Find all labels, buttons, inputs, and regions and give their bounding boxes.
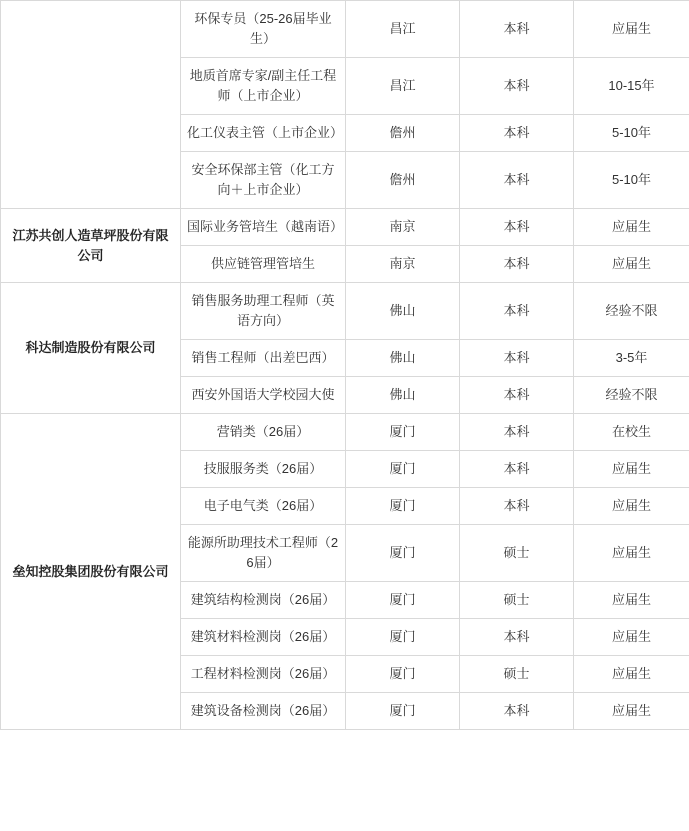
- experience-requirement-cell: 经验不限: [574, 283, 689, 340]
- experience-requirement-cell: 5-10年: [574, 115, 689, 152]
- position-name-cell[interactable]: 安全环保部主管（化工方向＋上市企业）: [181, 152, 346, 209]
- position-name-cell[interactable]: 工程材料检测岗（26届）: [181, 656, 346, 693]
- company-name-cell: 江苏共创人造草坪股份有限公司: [1, 209, 181, 283]
- degree-requirement-cell: 本科: [460, 693, 574, 730]
- position-name-cell[interactable]: 地质首席专家/副主任工程师（上市企业）: [181, 58, 346, 115]
- position-name-cell[interactable]: 建筑结构检测岗（26届）: [181, 582, 346, 619]
- job-table-body: [1, 1, 689, 730]
- experience-requirement-cell: 在校生: [574, 414, 689, 451]
- position-name-cell[interactable]: 国际业务管培生（越南语）: [181, 209, 346, 246]
- work-city-cell: 儋州: [346, 115, 460, 152]
- position-name-cell[interactable]: 销售服务助理工程师（英语方向）: [181, 283, 346, 340]
- table-row: [1, 283, 689, 340]
- table-row: [1, 414, 689, 451]
- position-name-cell[interactable]: 能源所助理技术工程师（26届）: [181, 525, 346, 582]
- degree-requirement-cell: 本科: [460, 414, 574, 451]
- degree-requirement-cell: 本科: [460, 619, 574, 656]
- work-city-cell: 儋州: [346, 152, 460, 209]
- experience-requirement-cell: 应届生: [574, 656, 689, 693]
- work-city-cell: 佛山: [346, 283, 460, 340]
- experience-requirement-cell: 应届生: [574, 451, 689, 488]
- degree-requirement-cell: 本科: [460, 1, 574, 58]
- experience-requirement-cell: 应届生: [574, 525, 689, 582]
- experience-requirement-cell: 应届生: [574, 582, 689, 619]
- degree-requirement-cell: 本科: [460, 152, 574, 209]
- experience-requirement-cell: 5-10年: [574, 152, 689, 209]
- work-city-cell: 厦门: [346, 451, 460, 488]
- position-name-cell[interactable]: 西安外国语大学校园大使: [181, 377, 346, 414]
- work-city-cell: 厦门: [346, 525, 460, 582]
- position-name-cell[interactable]: 营销类（26届）: [181, 414, 346, 451]
- work-city-cell: 南京: [346, 209, 460, 246]
- degree-requirement-cell: 本科: [460, 488, 574, 525]
- work-city-cell: 厦门: [346, 582, 460, 619]
- degree-requirement-cell: 硕士: [460, 525, 574, 582]
- work-city-cell: 厦门: [346, 414, 460, 451]
- work-city-cell: 厦门: [346, 488, 460, 525]
- position-name-cell[interactable]: 建筑材料检测岗（26届）: [181, 619, 346, 656]
- position-name-cell[interactable]: 技服服务类（26届）: [181, 451, 346, 488]
- company-name-cell: 垒知控股集团股份有限公司: [1, 414, 181, 730]
- company-name-cell: 科达制造股份有限公司: [1, 283, 181, 414]
- work-city-cell: 厦门: [346, 619, 460, 656]
- work-city-cell: 南京: [346, 246, 460, 283]
- table-row: [1, 1, 689, 58]
- degree-requirement-cell: 本科: [460, 246, 574, 283]
- degree-requirement-cell: 硕士: [460, 582, 574, 619]
- degree-requirement-cell: 本科: [460, 451, 574, 488]
- position-name-cell[interactable]: 销售工程师（出差巴西）: [181, 340, 346, 377]
- experience-requirement-cell: 3-5年: [574, 340, 689, 377]
- experience-requirement-cell: 应届生: [574, 488, 689, 525]
- experience-requirement-cell: 应届生: [574, 1, 689, 58]
- position-name-cell[interactable]: 环保专员（25-26届毕业生）: [181, 1, 346, 58]
- experience-requirement-cell: 应届生: [574, 209, 689, 246]
- experience-requirement-cell: 应届生: [574, 693, 689, 730]
- experience-requirement-cell: 经验不限: [574, 377, 689, 414]
- degree-requirement-cell: 本科: [460, 115, 574, 152]
- experience-requirement-cell: 10-15年: [574, 58, 689, 115]
- degree-requirement-cell: 本科: [460, 283, 574, 340]
- position-name-cell[interactable]: 化工仪表主管（上市企业）: [181, 115, 346, 152]
- degree-requirement-cell: 硕士: [460, 656, 574, 693]
- degree-requirement-cell: 本科: [460, 58, 574, 115]
- work-city-cell: 佛山: [346, 340, 460, 377]
- work-city-cell: 厦门: [346, 656, 460, 693]
- degree-requirement-cell: 本科: [460, 340, 574, 377]
- company-name-cell-empty: [1, 1, 181, 209]
- degree-requirement-cell: 本科: [460, 377, 574, 414]
- work-city-cell: 厦门: [346, 693, 460, 730]
- position-name-cell[interactable]: 供应链管理管培生: [181, 246, 346, 283]
- experience-requirement-cell: 应届生: [574, 246, 689, 283]
- table-row: [1, 209, 689, 246]
- experience-requirement-cell: 应届生: [574, 619, 689, 656]
- work-city-cell: 佛山: [346, 377, 460, 414]
- position-name-cell[interactable]: 电子电气类（26届）: [181, 488, 346, 525]
- work-city-cell: 昌江: [346, 1, 460, 58]
- position-name-cell[interactable]: 建筑设备检测岗（26届）: [181, 693, 346, 730]
- degree-requirement-cell: 本科: [460, 209, 574, 246]
- work-city-cell: 昌江: [346, 58, 460, 115]
